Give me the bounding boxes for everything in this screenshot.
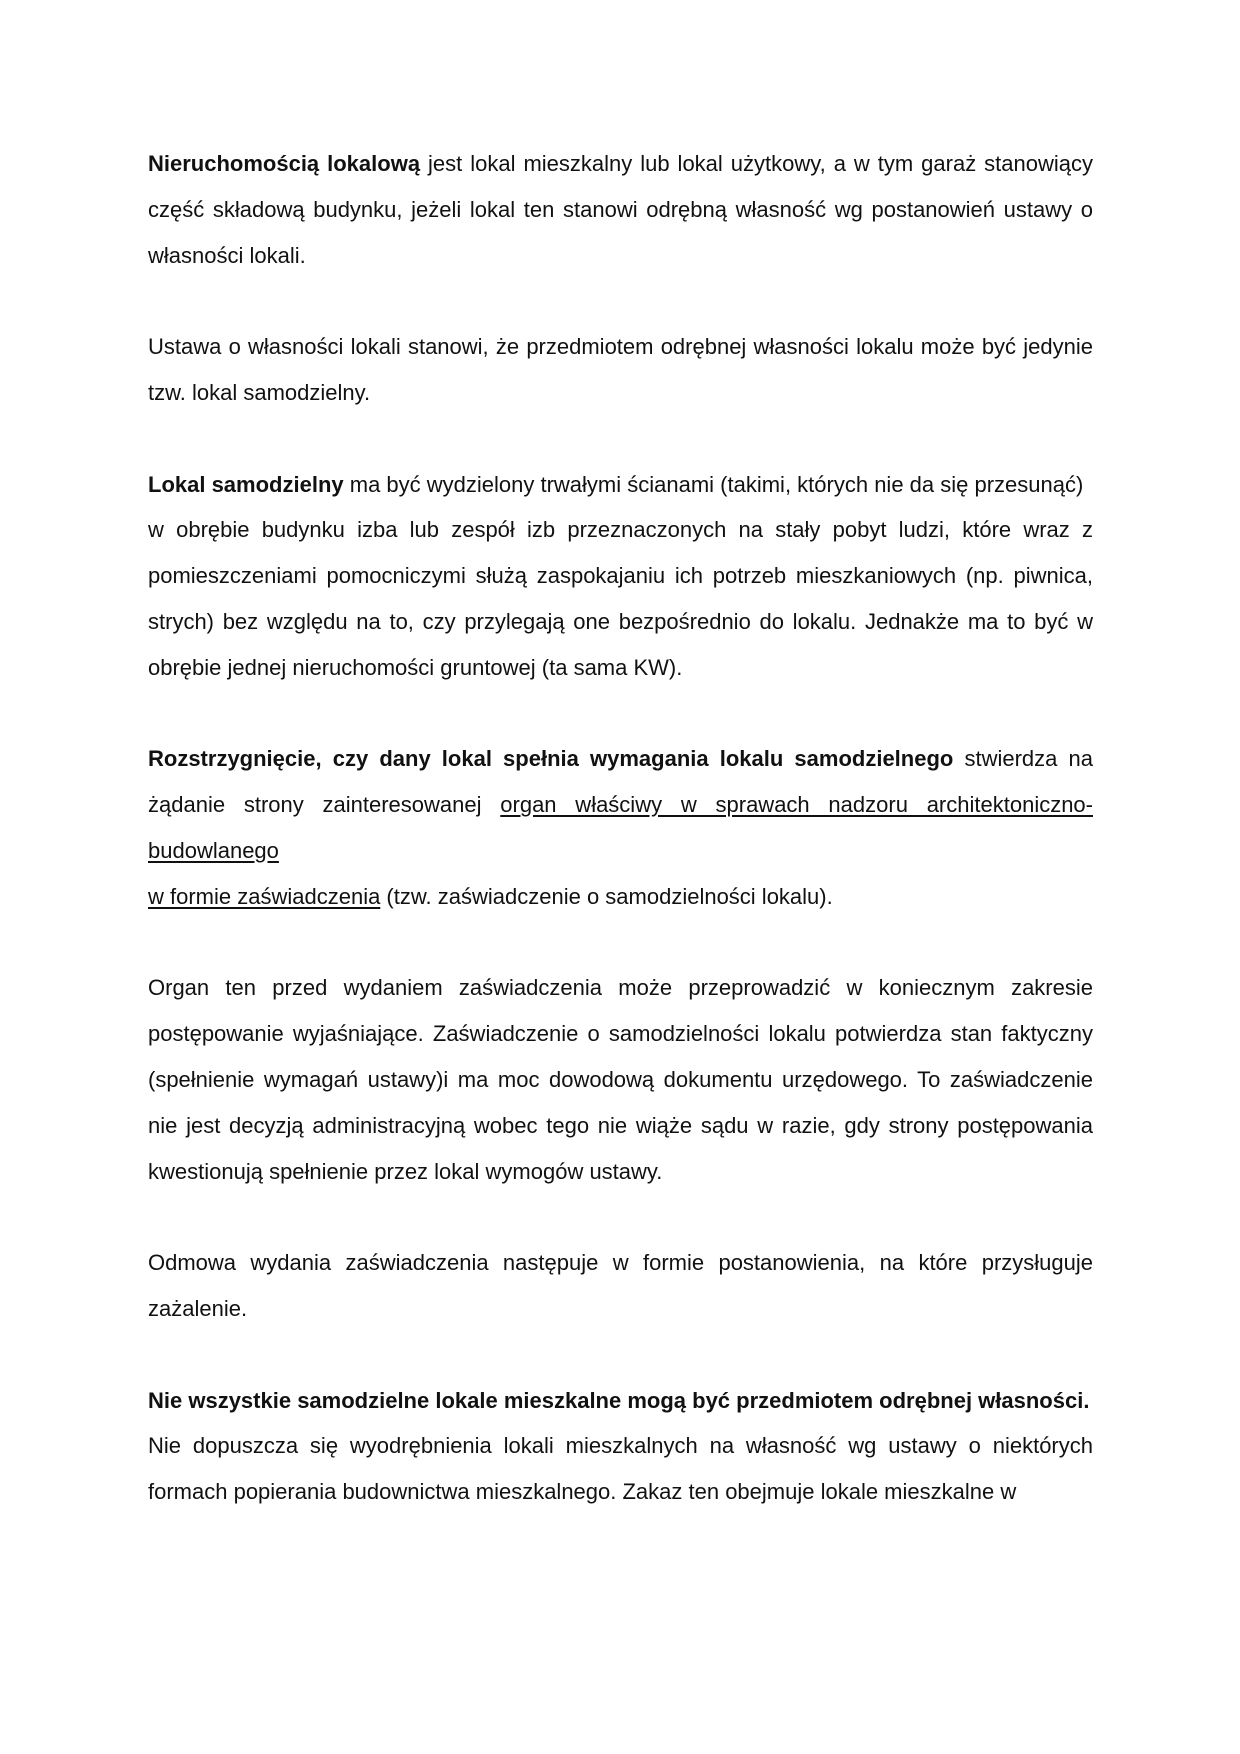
term-lokal-samodzielny: Lokal samodzielny: [148, 471, 344, 497]
paragraph-text: stwierdza na żądanie strony zainteresowanej: [148, 746, 1094, 818]
term-rozstrzygniecie: Rozstrzygnięcie, czy dany lokal spełnia wymagania lokalu samodzielnego: [148, 746, 954, 772]
paragraph-text: ma być wydzielony trwałymi ścianami (takimi, których nie da się przesunąć): [343, 471, 1084, 497]
paragraph-text: Organ ten przed wydaniem zaświadczenia może przeprowadzić w koniecznym zakresie postępowanie wyjaśniające. Zaświadczenie o samodzielności lokalu potwierdza stan faktyczny (spełnienie wymagań ustawy)i ma moc dowodową dokumentu urzędowego. To zaświadczenie nie jest decyzją administracyjną wobec tego nie wiąże sądu w razie, gdy strony postępowania kwestionują spełnienie przez lokal wymogów ustawy.: [148, 975, 1093, 1184]
paragraph-text: (tzw. zaświadczenie o samodzielności lokalu).: [380, 883, 833, 909]
term-nie-wszystkie: Nie wszystkie samodzielne lokale mieszkalne mogą być przedmiotem odrębnej własności.: [148, 1387, 1090, 1413]
paragraph-text: w obrębie budynku izba lub zespół izb przeznaczonych na stały pobyt ludzi, które wraz z pomieszczeniami pomocniczymi służą zaspokajaniu ich potrzeb mieszkaniowych (np. piwnica, strych) bez względu na to, czy przylegają one bezpośrednio do lokalu. Jednakże ma to być w obrębie jednej nieruchomości gruntowej (ta sama KW).: [148, 517, 1093, 680]
paragraph-odmowa: [148, 1240, 1093, 1332]
paragraph-text: Nie dopuszcza się wyodrębnienia lokali mieszkalnych na własność wg ustawy o niektórych formach popierania budownictwa mieszkalnego. Zakaz ten obejmuje lokale mieszkalne w: [148, 1433, 1093, 1505]
underlined-organ: organ właściwy w sprawach nadzoru architektoniczno-budowlanego: [148, 792, 1093, 863]
paragraph-text: Ustawa o własności lokali stanowi, że przedmiotem odrębnej własności lokalu może być jedynie tzw. lokal samodzielny.: [148, 334, 1093, 405]
paragraph-nie-wszystkie: [148, 1378, 1093, 1515]
paragraph-obreb-budynku: [148, 507, 1093, 690]
paragraph-organ: [148, 965, 1093, 1194]
paragraph-text: jest lokal mieszkalny lub lokal użytkowy, a w tym garaż stanowiący część składową budynku, jeżeli lokal ten stanowi odrębną własność wg postanowień ustawy o własności lokali.: [148, 151, 1093, 268]
term-nieruchomosc-lokalowa: Nieruchomością lokalową: [148, 151, 421, 176]
paragraph-ustawa: [148, 324, 1093, 416]
paragraph-definition: [148, 141, 1093, 278]
paragraph-rozstrzygniecie: [148, 736, 1093, 873]
paragraph-text: Odmowa wydania zaświadczenia następuje w formie postanowienia, na które przysługuje zażalenie.: [148, 1250, 1093, 1321]
document-page: [148, 141, 1093, 1515]
paragraph-lokal-samodzielny: [148, 462, 1093, 508]
underlined-forma: w formie zaświadczenia: [148, 883, 381, 909]
paragraph-forma-zaswiadczenia: [148, 874, 1093, 920]
